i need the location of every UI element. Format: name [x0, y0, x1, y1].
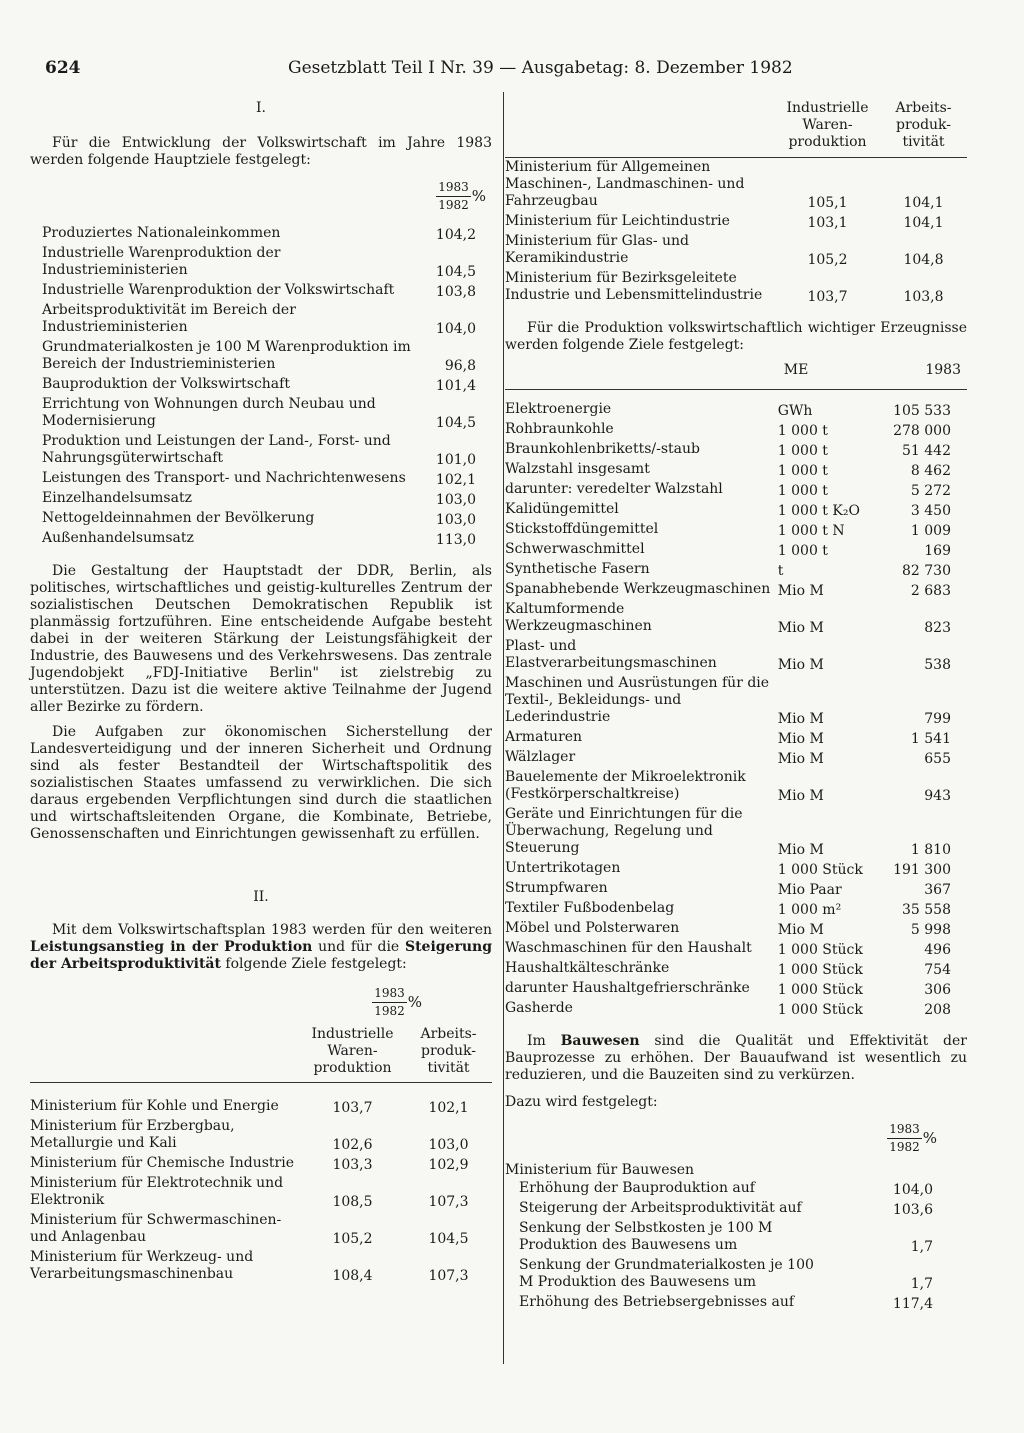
- products-intro: Für die Produktion volkswirtschaftlich wichtiger Erzeugnisse werden folgende Ziele festgelegt:: [505, 320, 967, 353]
- table-row: [505, 768, 967, 805]
- product-label: Strumpfwaren: [505, 880, 608, 896]
- main-goals-table: [30, 224, 492, 549]
- product-value: 2 683: [910, 583, 951, 599]
- ministry-label: Ministerium für Bezirksgeleitete Industrie und Lebensmittelindustrie: [505, 270, 763, 303]
- bau-label: Steigerung der Arbeitsproduktivität auf: [519, 1200, 802, 1216]
- section-2-numeral: II.: [253, 889, 269, 905]
- product-label: Synthetische Fasern: [505, 561, 650, 577]
- product-value: 1 810: [910, 842, 951, 858]
- bau-label: Senkung der Selbstkosten je 100 M Produktion des Bauwesens um: [519, 1220, 773, 1253]
- product-label: Stickstoffdüngemittel: [505, 521, 659, 537]
- product-unit: Mio M: [777, 620, 824, 636]
- product-value: 1 541: [910, 731, 951, 747]
- defense-paragraph: Die Aufgaben zur ökonomischen Sicherstellung der Landesverteidigung und der inneren Sicherheit und Ordnung sind als fester Bestandteil der Wirtschaftspolitik des sozialistischen Staates umfassend zu verwirklichen. Die sich daraus ergebenden Verpflichtungen sind durch die staatlichen und wirtschaftsleitenden Organe, die Kombinate, Betriebe, Genossenschaften und Einrichtungen gewissenhaft zu erfüllen.: [30, 724, 492, 842]
- bauwesen-paragraph: Im Bauwesen sind die Qualität und Effektivität der Bauprozesse zu erhöhen. Der Bauaufwand ist wesentlich zu reduzieren, und die Bauzeiten sind zu verkürzen.: [505, 1033, 967, 1083]
- product-value: 496: [924, 942, 951, 958]
- table-row: [505, 232, 967, 269]
- product-unit: 1 000 Stück: [777, 862, 863, 878]
- table-row: [505, 1219, 967, 1256]
- row-value: 103,0: [435, 492, 476, 508]
- production-value: 105,2: [332, 1231, 373, 1247]
- productivity-value: 102,1: [428, 1100, 469, 1116]
- product-value: 306: [924, 982, 951, 998]
- section-2-intro: Mit dem Volkswirtschaftsplan 1983 werden für den weiteren Leistungsanstieg in der Produktion und für die Steigerung der Arbeitsproduktivität folgende Ziele festgelegt:: [30, 922, 492, 972]
- row-label: Produktion und Leistungen der Land-, Forst- und Nahrungsgüterwirtschaft: [42, 433, 391, 466]
- ratio-header: $\frac{1983}{1982}$ %: [374, 986, 422, 1018]
- row-label: Nettogeldeinnahmen der Bevölkerung: [42, 510, 315, 526]
- table-row: [30, 1174, 492, 1211]
- product-unit: Mio M: [777, 751, 824, 767]
- product-label: Möbel und Polsterwaren: [505, 920, 680, 936]
- product-label: Textiler Fußbodenbelag: [505, 900, 675, 916]
- section-1-intro: Für die Entwicklung der Volkswirtschaft im Jahre 1983 werden folgende Hauptziele festgelegt:: [30, 135, 492, 168]
- row-label: Errichtung von Wohnungen durch Neubau und Modernisierung: [42, 396, 376, 429]
- ministry-table: [30, 1026, 492, 1285]
- product-label: Armaturen: [505, 729, 583, 745]
- bau-ministry-label: Ministerium für Bauwesen: [505, 1162, 695, 1178]
- ministry-label: Ministerium für Erzbergbau, Metallurgie und Kali: [30, 1118, 235, 1151]
- row-value: 104,2: [435, 227, 476, 243]
- bau-label: Senkung der Grundmaterialkosten je 100 M Produktion des Bauwesens um: [519, 1257, 814, 1290]
- product-label: Geräte und Einrichtungen für die Überwachung, Regelung und Steuerung: [505, 806, 743, 856]
- production-value: 103,7: [332, 1100, 373, 1116]
- product-unit: 1 000 Stück: [777, 1002, 863, 1018]
- page-header-title: Gesetzblatt Teil I Nr. 39 — Ausgabetag: 8. Dezember 1982: [288, 58, 793, 78]
- table-row: [30, 509, 492, 529]
- production-value: 103,7: [807, 289, 848, 305]
- ratio-header: $\frac{1983}{1982}$ %: [438, 180, 486, 212]
- table-row: [505, 899, 967, 919]
- product-value: 3 450: [910, 503, 951, 519]
- product-label: Plast- und Elastverarbeitungsmaschinen: [505, 638, 717, 671]
- production-value: 108,4: [332, 1268, 373, 1284]
- table-row: [30, 469, 492, 489]
- table-row: [505, 879, 967, 899]
- column-divider: [503, 92, 504, 1364]
- product-value: 278 000: [893, 423, 951, 439]
- ministry-label: Ministerium für Schwermaschinen- und Anlagenbau: [30, 1212, 282, 1245]
- product-value: 799: [924, 711, 951, 727]
- right-column: [505, 100, 967, 1313]
- table-row: [505, 480, 967, 500]
- table-row: [505, 560, 967, 580]
- product-unit: Mio M: [777, 922, 824, 938]
- product-value: 208: [924, 1002, 951, 1018]
- dazu-label: Dazu wird festgelegt:: [505, 1094, 658, 1110]
- product-unit: GWh: [777, 403, 813, 419]
- section-1-numeral: I.: [256, 100, 266, 116]
- ministry-label: Ministerium für Chemische Industrie: [30, 1155, 294, 1171]
- products-table: [505, 362, 967, 1019]
- table-row: [505, 979, 967, 999]
- product-unit: 1 000 t: [777, 543, 828, 559]
- production-value: 105,2: [807, 252, 848, 268]
- row-value: 113,0: [435, 532, 476, 548]
- product-unit: 1 000 t: [777, 443, 828, 459]
- product-label: Gasherde: [505, 1000, 573, 1016]
- table-row: [505, 420, 967, 440]
- table-row: [505, 540, 967, 560]
- product-unit: Mio M: [777, 583, 824, 599]
- table-row: [505, 520, 967, 540]
- table-row: [505, 1293, 967, 1313]
- product-value: 823: [924, 620, 951, 636]
- product-label: darunter Haushaltgefrierschränke: [505, 980, 750, 996]
- product-value: 191 300: [893, 862, 951, 878]
- table-row: [505, 500, 967, 520]
- production-value: 102,6: [332, 1137, 373, 1153]
- product-label: Walzstahl insgesamt: [505, 461, 650, 477]
- row-value: 96,8: [444, 358, 476, 374]
- product-value: 51 442: [902, 443, 951, 459]
- table-row: [30, 224, 492, 244]
- productivity-value: 104,1: [903, 195, 944, 211]
- ministry-label: Ministerium für Elektrotechnik und Elektronik: [30, 1175, 284, 1208]
- product-label: Rohbraunkohle: [505, 421, 614, 437]
- product-value: 655: [924, 751, 951, 767]
- product-label: Spanabhebende Werkzeugmaschinen: [505, 581, 771, 597]
- productivity-value: 103,8: [903, 289, 944, 305]
- product-label: darunter: veredelter Walzstahl: [505, 481, 723, 497]
- table-row: [505, 400, 967, 420]
- row-label: Produziertes Nationaleinkommen: [42, 225, 281, 241]
- table-row: [505, 748, 967, 768]
- product-label: Braunkohlenbriketts/-staub: [505, 441, 700, 457]
- production-value: 103,3: [332, 1157, 373, 1173]
- productivity-value: 104,8: [903, 252, 944, 268]
- row-label: Leistungen des Transport- und Nachrichtenwesens: [42, 470, 406, 486]
- row-label: Außenhandelsumsatz: [42, 530, 194, 546]
- table-row: [505, 637, 967, 674]
- table-row: [505, 269, 967, 306]
- row-label: Industrielle Warenproduktion der Industrieministerien: [42, 245, 281, 278]
- table-row: [30, 375, 492, 395]
- product-value: 105 533: [893, 403, 951, 419]
- table-row: [505, 212, 967, 232]
- product-value: 35 558: [902, 902, 951, 918]
- row-value: 103,8: [435, 284, 476, 300]
- table-row: [505, 600, 967, 637]
- product-value: 538: [924, 657, 951, 673]
- productivity-value: 104,1: [903, 215, 944, 231]
- col-header-unit: ME: [783, 362, 809, 378]
- bau-value: 104,0: [892, 1182, 933, 1198]
- ministry-label: Ministerium für Kohle und Energie: [30, 1098, 279, 1114]
- bau-label: Erhöhung des Betriebsergebnisses auf: [519, 1294, 795, 1310]
- table-row: [30, 338, 492, 375]
- ministry-label: Ministerium für Leichtindustrie: [505, 213, 730, 229]
- product-label: Waschmaschinen für den Haushalt: [505, 940, 752, 956]
- product-unit: Mio Paar: [777, 882, 842, 898]
- table-row: [30, 529, 492, 549]
- product-label: Haushaltkälteschränke: [505, 960, 670, 976]
- table-row: [505, 859, 967, 879]
- productivity-value: 104,5: [428, 1231, 469, 1247]
- product-unit: Mio M: [777, 788, 824, 804]
- table-row: [505, 959, 967, 979]
- ministry-label: Ministerium für Werkzeug- und Verarbeitungsmaschinenbau: [30, 1249, 254, 1282]
- product-label: Kalidüngemittel: [505, 501, 619, 517]
- bau-label: Erhöhung der Bauproduktion auf: [519, 1180, 755, 1196]
- row-value: 101,4: [435, 378, 476, 394]
- row-value: 104,0: [435, 321, 476, 337]
- table-row: [30, 1211, 492, 1248]
- product-value: 943: [924, 788, 951, 804]
- row-label: Industrielle Warenproduktion der Volkswirtschaft: [42, 282, 395, 298]
- product-label: Kaltumformende Werkzeugmaschinen: [505, 601, 652, 634]
- col-header-productivity: Arbeits- produk- tivität: [895, 100, 952, 150]
- product-label: Untertrikotagen: [505, 860, 621, 876]
- table-row: [505, 158, 967, 213]
- ministry-label: Ministerium für Allgemeinen Maschinen-, Landmaschinen- und Fahrzeugbau: [505, 159, 745, 209]
- row-label: Grundmaterialkosten je 100 M Warenproduktion im Bereich der Industrieministerien: [42, 339, 411, 372]
- table-row: [505, 919, 967, 939]
- row-value: 102,1: [435, 472, 476, 488]
- table-row: [30, 281, 492, 301]
- product-unit: 1 000 m²: [777, 902, 842, 918]
- table-row: [505, 1256, 967, 1293]
- product-unit: 1 000 t: [777, 463, 828, 479]
- row-value: 101,0: [435, 452, 476, 468]
- product-unit: Mio M: [777, 842, 824, 858]
- table-row: [505, 939, 967, 959]
- product-unit: 1 000 Stück: [777, 942, 863, 958]
- product-value: 82 730: [902, 563, 951, 579]
- row-value: 103,0: [435, 512, 476, 528]
- product-label: Elektroenergie: [505, 401, 612, 417]
- productivity-value: 107,3: [428, 1194, 469, 1210]
- row-label: Arbeitsproduktivität im Bereich der Industrieministerien: [42, 302, 296, 335]
- product-unit: 1 000 t: [777, 483, 828, 499]
- col-header-production: Industrielle Waren- produktion: [311, 1026, 394, 1076]
- product-unit: 1 000 Stück: [777, 962, 863, 978]
- production-value: 108,5: [332, 1194, 373, 1210]
- bau-value: 1,7: [910, 1239, 933, 1255]
- product-unit: Mio M: [777, 731, 824, 747]
- product-unit: Mio M: [777, 657, 824, 673]
- table-row: [30, 1248, 492, 1285]
- product-label: Maschinen und Ausrüstungen für die Textil-, Bekleidungs- und Lederindustrie: [505, 675, 770, 725]
- table-row: [30, 395, 492, 432]
- row-label: Bauproduktion der Volkswirtschaft: [42, 376, 290, 392]
- product-label: Schwerwaschmittel: [505, 541, 645, 557]
- bau-value: 117,4: [892, 1296, 933, 1312]
- bau-value: 1,7: [910, 1276, 933, 1292]
- product-label: Wälzlager: [505, 749, 576, 765]
- col-header-year: 1983: [925, 362, 961, 378]
- product-value: 169: [924, 543, 951, 559]
- col-header-production: Industrielle Waren- produktion: [786, 100, 869, 150]
- table-row: [30, 301, 492, 338]
- row-label: Einzelhandelsumsatz: [42, 490, 192, 506]
- page-number: 624: [45, 58, 81, 78]
- product-unit: 1 000 Stück: [777, 982, 863, 998]
- table-row: [30, 432, 492, 469]
- col-header-productivity: Arbeits- produk- tivität: [420, 1026, 477, 1076]
- table-row: [505, 440, 967, 460]
- product-value: 5 272: [910, 483, 951, 499]
- product-unit: Mio M: [777, 711, 824, 727]
- product-value: 5 998: [910, 922, 951, 938]
- table-row: [505, 1179, 967, 1199]
- product-value: 8 462: [910, 463, 951, 479]
- table-row: [505, 1199, 967, 1219]
- productivity-value: 107,3: [428, 1268, 469, 1284]
- table-row: [30, 244, 492, 281]
- production-value: 103,1: [807, 215, 848, 231]
- ratio-header: $\frac{1983}{1982}$ %: [889, 1122, 937, 1154]
- ministry-table-continued: [505, 100, 967, 306]
- product-value: 1 009: [910, 523, 951, 539]
- product-unit: 1 000 t N: [777, 523, 845, 539]
- bau-value: 103,6: [892, 1202, 933, 1218]
- product-unit: t: [777, 563, 784, 579]
- left-column: [30, 100, 492, 1285]
- table-row: [505, 460, 967, 480]
- table-row: [505, 728, 967, 748]
- product-unit: 1 000 t: [777, 423, 828, 439]
- construction-table: [505, 1179, 967, 1313]
- table-row: [505, 580, 967, 600]
- productivity-value: 103,0: [428, 1137, 469, 1153]
- product-value: 754: [924, 962, 951, 978]
- product-label: Bauelemente der Mikroelektronik (Festkörperschaltkreise): [505, 769, 746, 802]
- berlin-paragraph: Die Gestaltung der Hauptstadt der DDR, Berlin, als politisches, wirtschaftliches und geistig-kulturelles Zentrum der sozialistischen Deutschen Demokratischen Republik ist planmässig fortzuführen. Eine entscheidende Aufgabe besteht dabei in der weiteren Stärkung der Leistungsfähigkeit der Industrie, des Bauwesens und des Verkehrswesens. Das zentrale Jugendobjekt „FDJ-Initiative Berlin" ist zielstrebig zu unterstützen. Dazu ist die weitere aktive Teilnahme der Jugend aller Bezirke zu fördern.: [30, 563, 492, 715]
- table-row: [505, 999, 967, 1019]
- product-unit: 1 000 t K₂O: [777, 503, 860, 519]
- table-row: [30, 1097, 492, 1117]
- table-row: [30, 1117, 492, 1154]
- production-value: 105,1: [807, 195, 848, 211]
- row-value: 104,5: [435, 264, 476, 280]
- ministry-label: Ministerium für Glas- und Keramikindustrie: [505, 233, 690, 266]
- table-row: [30, 489, 492, 509]
- row-value: 104,5: [435, 415, 476, 431]
- product-value: 367: [924, 882, 951, 898]
- table-row: [30, 1154, 492, 1174]
- table-row: [505, 805, 967, 859]
- productivity-value: 102,9: [428, 1157, 469, 1173]
- table-row: [505, 674, 967, 728]
